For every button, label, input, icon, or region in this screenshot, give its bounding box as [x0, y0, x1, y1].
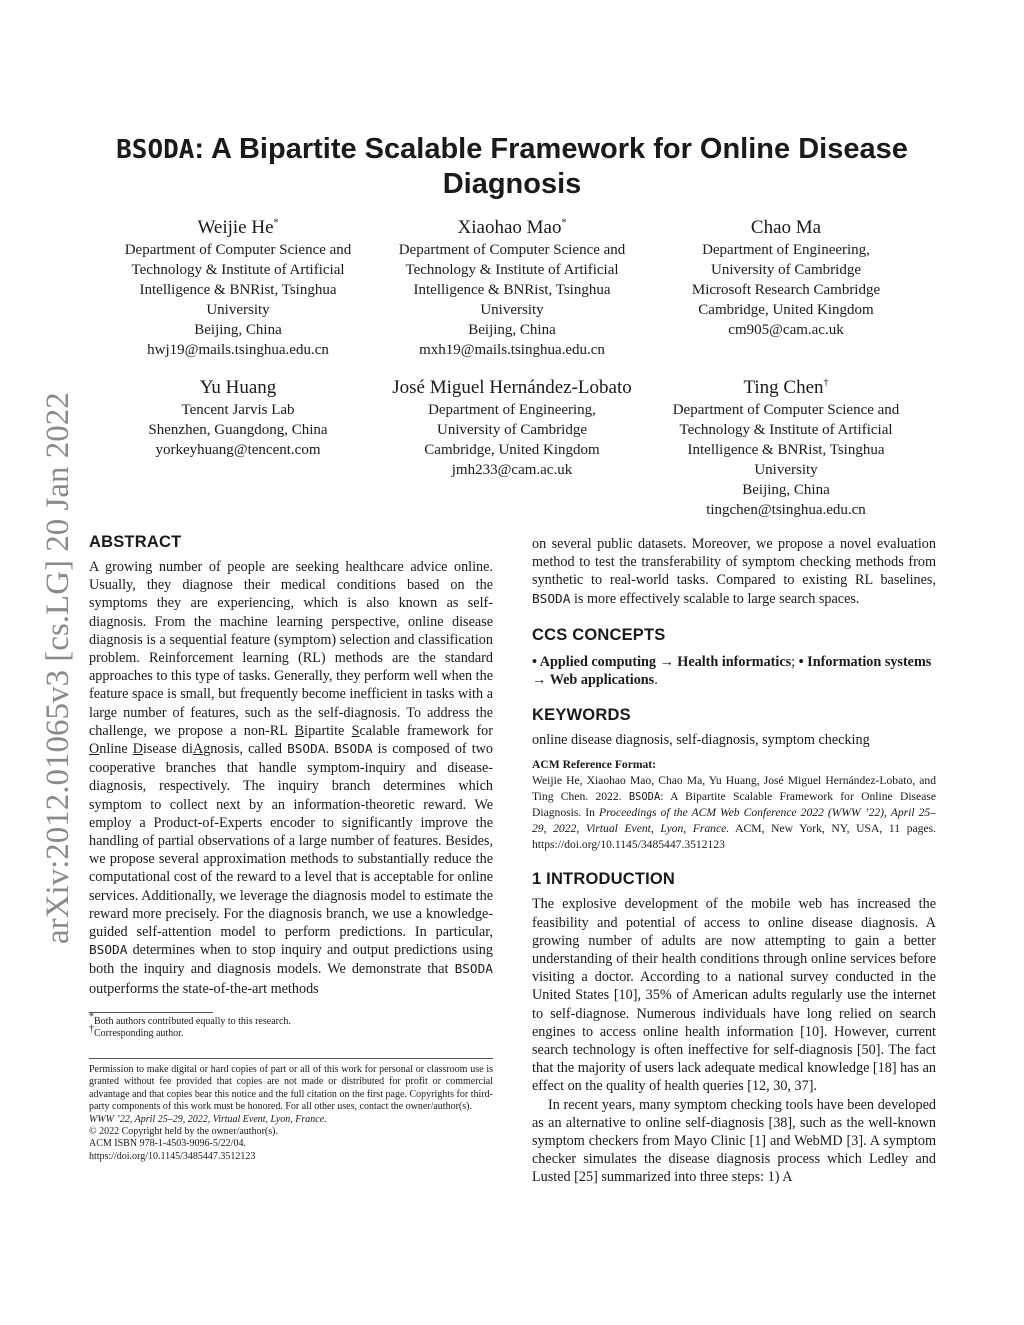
affiliation-line: Technology & Institute of Artificial: [679, 422, 893, 438]
author-block-weijie-he: [88, 216, 388, 360]
acm-reference-text: Weijie He, Xiaohao Mao, Chao Ma, Yu Huang, José Miguel Hernández-Lobato, and Ting Chen. 2022. BSODA: A Bipartite Scalable Framework for Online Disease Diagnosis. In Proceedings of the ACM Web Conference 2022 (WWW ’22), April 25–29, 2022, Virtual Event, Lyon, France. ACM, New York, NY, USA, 11 pages. https://doi.org/10.1145/3485447.3512123: [532, 774, 937, 852]
isbn-line: ACM ISBN 978-1-4503-9096-5/22/04.: [89, 1138, 246, 1150]
author-name: Weijie He*: [197, 217, 279, 238]
affiliation-line: Department of Computer Science and: [398, 242, 626, 258]
author-email[interactable]: jmh233@cam.ac.uk: [451, 462, 573, 478]
venue-line: WWW ’22, April 25–29, 2022, Virtual Event, Lyon, France.: [89, 1113, 327, 1125]
author-block-yu-huang: [88, 376, 388, 460]
affiliation-line: University: [206, 302, 270, 318]
author-name: José Miguel Hernández-Lobato: [392, 377, 632, 398]
affiliation-line: University: [754, 462, 818, 478]
affiliation-line: Department of Computer Science and: [672, 402, 900, 418]
permission-block: [89, 1058, 493, 1163]
arxiv-stamp: [20, 360, 76, 960]
introduction-heading: 1 INTRODUCTION: [532, 870, 676, 889]
paper-title: [110, 132, 914, 201]
footnote-rule: [89, 1012, 213, 1013]
affiliation-line: Microsoft Research Cambridge: [691, 282, 881, 298]
author-email[interactable]: hwj19@mails.tsinghua.edu.cn: [147, 342, 329, 358]
author-name: Xiaohao Mao*: [457, 217, 567, 238]
keywords-text: online disease diagnosis, self-diagnosis, symptom checking: [532, 732, 870, 749]
author-block-jose-miguel-hernandez-lobato: [362, 376, 662, 480]
ccs-concepts: • Applied computing → Health informatics; • Information systems → Web applications.: [532, 653, 932, 689]
doi-link[interactable]: https://doi.org/10.1145/3485447.3512123: [89, 1150, 256, 1162]
author-email[interactable]: cm905@cam.ac.uk: [728, 322, 844, 338]
abstract-continuation: on several public datasets. Moreover, we propose a novel evaluation method to test the transferability of symptom checking methods from synthetic to real-world tasks. Compared to existing RL baselines, BSODA is more effectively scalable to large search spaces.: [532, 536, 936, 607]
affiliation-line: Intelligence & BNRist, Tsinghua: [687, 442, 885, 458]
affiliation-line: Cambridge, United Kingdom: [424, 442, 600, 458]
right-column: [532, 535, 936, 1187]
acm-reference-heading: ACM Reference Format:: [532, 758, 657, 772]
affiliation-line: Technology & Institute of Artificial: [131, 262, 345, 278]
affiliation-line: Beijing, China: [194, 322, 282, 338]
abstract-paragraph: A growing number of people are seeking healthcare advice online. Usually, they diagnose their medical conditions based on the symptoms they are experiencing, which is also known as self-diagnosis. From the machine learning perspective, online disease diagnosis is a sequential feature (symptom) selection and classification problem. Reinforcement learning (RL) methods are the standard approaches to this type of tasks. Generally, they perform well when the feature space is small, but frequently become inefficient in tasks with a large number of features, such as the self-diagnosis. To address the challenge, we propose a non-RL Bipartite Scalable framework for Online Disease diAgnosis, called BSODA. BSODA is composed of two cooperative branches that handle symptom-inquiry and disease-diagnosis, respectively. The inquiry branch determines which symptom to collect next by an information-theoretic reward. We employ a Product-of-Experts encoder to significantly improve the handling of partial observations of a large number of features. Besides, we propose several approximation methods to substantially reduce the computational cost of the reward to a level that is acceptable for online services. Additionally, we leverage the diagnosis model to estimate the reward more precisely. For the diagnosis branch, we use a knowledge-guided self-attention model to perform predictions. In particular, BSODA determines when to stop inquiry and output predictions using both the inquiry and diagnosis models. We demonstrate that BSODA outperforms the state-of-the-art methods: [89, 559, 493, 997]
affiliation-line: Beijing, China: [468, 322, 556, 338]
acm-reference: [532, 757, 936, 853]
affiliation-line: Intelligence & BNRist, Tsinghua: [139, 282, 337, 298]
permission-text: Permission to make digital or hard copies of part or all of this work for personal or classroom use is granted without fee provided that copies are not made or distributed for profit or commercial advantage and that copies bear this notice and the full citation on the first page. Copyrights for third-party components of this work must be honored. For all other uses, contact the owner/author(s).: [89, 1064, 493, 1113]
affiliation-line: University of Cambridge: [711, 262, 861, 278]
author-name: Chao Ma: [750, 217, 822, 238]
affiliation-line: Cambridge, United Kingdom: [698, 302, 874, 318]
author-email[interactable]: mxh19@mails.tsinghua.edu.cn: [419, 342, 605, 358]
author-block-xiaohao-mao: [362, 216, 662, 360]
affiliation-line: University of Cambridge: [437, 422, 587, 438]
title-line2: Diagnosis: [442, 168, 582, 200]
permission-rule: [89, 1058, 493, 1059]
affiliation-line: Beijing, China: [742, 482, 830, 498]
footnote-equal-contribution: *Both authors contributed equally to this research.: [89, 1011, 291, 1027]
affiliation-line: Department of Engineering,: [702, 242, 870, 258]
author-email[interactable]: yorkeyhuang@tencent.com: [155, 442, 321, 458]
author-email[interactable]: tingchen@tsinghua.edu.cn: [706, 502, 866, 518]
arxiv-stamp-text: arXiv:2012.01065v3 [cs.LG] 20 Jan 2022: [40, 392, 76, 944]
affiliation-line: Department of Engineering,: [428, 402, 596, 418]
affiliation-line: Tencent Jarvis Lab: [181, 402, 295, 418]
footnotes: [89, 1012, 493, 1041]
intro-paragraph-2: In recent years, many symptom checking tools have been developed as an alternative to online self-diagnosis [38], such as the well-known symptom checkers from Mayo Clinic [1] and WebMD [3]. A symptom checker simulates the disease diagnosis process which Ledley and Lusted [25] summarized into three steps: 1) A: [532, 1096, 936, 1186]
affiliation-line: Technology & Institute of Artificial: [405, 262, 619, 278]
footnote-corresponding: †Corresponding author.: [89, 1024, 184, 1040]
affiliation-line: University: [480, 302, 544, 318]
ccs-heading: CCS CONCEPTS: [532, 625, 666, 644]
affiliation-line: Shenzhen, Guangdong, China: [148, 422, 328, 438]
left-column: [89, 532, 493, 998]
abstract-heading: ABSTRACT: [89, 533, 182, 551]
author-block-ting-chen: [636, 376, 936, 520]
title-system-name: BSODA: [116, 135, 195, 165]
copyright-line: © 2022 Copyright held by the owner/author(s).: [89, 1126, 278, 1138]
keywords-heading: KEYWORDS: [532, 706, 631, 725]
intro-paragraph-1: The explosive development of the mobile web has increased the feasibility and potential of access to online disease diagnosis. A growing number of adults are now attempting to gain a better understanding of their health conditions through online services before visiting a doctor. According to a national survey conducted in the United States [10], 35% of American adults regularly use the internet to self-diagnose. Numerous individuals have long relied on search engines to access online health information [10]. However, current search technology is often ineffective for self-diagnosis [50]. The fact that the majority of users lack adequate medical knowledge [18] has an effect on the quality of health queries [12, 30, 37].: [532, 896, 936, 1095]
title-line1: : A Bipartite Scalable Framework for Online Disease: [194, 133, 908, 165]
author-name: Yu Huang: [199, 377, 277, 398]
author-block-chao-ma: [636, 216, 936, 340]
affiliation-line: Intelligence & BNRist, Tsinghua: [413, 282, 611, 298]
affiliation-line: Department of Computer Science and: [124, 242, 352, 258]
author-name: Ting Chen†: [743, 377, 829, 398]
